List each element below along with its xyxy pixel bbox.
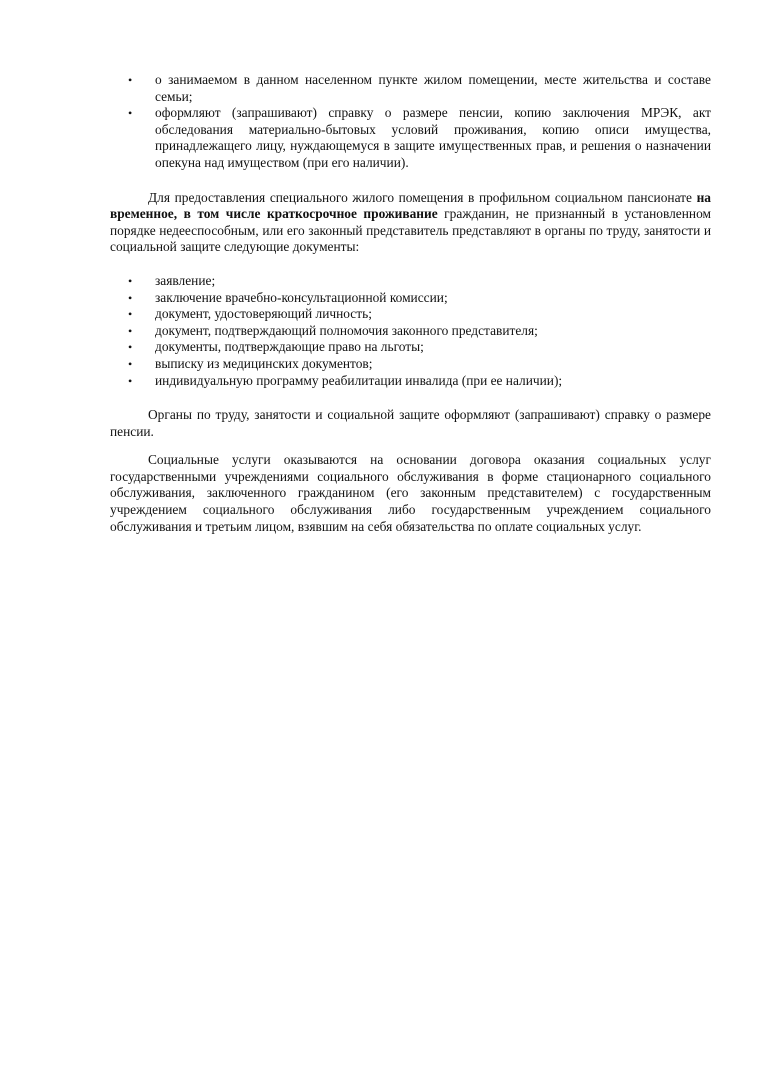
- paragraph-bold-text: на временное, в том числе краткосрочное проживание: [110, 189, 711, 222]
- top-bullet-list: [110, 72, 711, 172]
- list-item-text: заявление;: [155, 272, 216, 288]
- paragraph-text: гражданин, не признанный в установленном порядке недееспособным, или его законный представитель представляют в органы по труду, занятости и социальной защите следующие документы:: [110, 206, 711, 255]
- list-item-text: документ, удостоверяющий личность;: [155, 306, 372, 322]
- list-item: [110, 290, 711, 307]
- bullet-icon: •: [128, 273, 133, 288]
- paragraph-text: Для предоставления специального жилого помещения в профильном социальном пансионате: [148, 189, 697, 205]
- list-item-text: выписку из медицинских документов;: [155, 355, 373, 371]
- bullet-icon: •: [128, 373, 133, 388]
- paragraph-social-services-contract: Социальные услуги оказываются на основании договора оказания социальных услуг государственными учреждениями социального обслуживания в форме стационарного социального обслуживания, заключенного гражданином (его законным представителем) с государственным учреждением социального обслуживания либо государственным учреждением социального обслуживания и третьим лицом, взявшим на себя обязательства по оплате социальных услуг.: [110, 452, 711, 534]
- list-item-text: документы, подтверждающие право на льготы;: [155, 339, 424, 355]
- list-item: [110, 273, 711, 290]
- list-item-text: документ, подтверждающий полномочия законного представителя;: [155, 322, 538, 338]
- bullet-icon: •: [128, 356, 133, 371]
- paragraph-documents-intro: [110, 190, 711, 256]
- bullet-icon: •: [128, 290, 133, 305]
- list-item: [110, 356, 711, 373]
- list-item: [110, 105, 711, 171]
- list-item-text: оформляют (запрашивают) справку о размере пенсии, копию заключения МРЭК, акт обследования материально-бытовых условий проживания, копию описи имущества, принадлежащего лицу, нуждающемуся в защите имущественных прав, и решения о назначении опекуна над имуществом (при его наличии).: [155, 105, 711, 170]
- list-item-text: заключение врачебно-консультационной комиссии;: [155, 289, 448, 305]
- bullet-icon: •: [128, 340, 133, 355]
- documents-bullet-list: [110, 273, 711, 389]
- document-body: [110, 72, 711, 535]
- bullet-icon: •: [128, 323, 133, 338]
- list-item-text: о занимаемом в данном населенном пункте жилом помещении, месте жительства и составе семьи;: [155, 72, 711, 104]
- list-item: [110, 339, 711, 356]
- list-item: [110, 306, 711, 323]
- paragraph-pension-certificate: Органы по труду, занятости и социальной защите оформляют (запрашивают) справку о размере пенсии.: [110, 407, 711, 439]
- bullet-icon: •: [128, 106, 133, 121]
- list-item: [110, 373, 711, 390]
- list-item: [110, 72, 711, 105]
- bullet-icon: •: [128, 307, 133, 322]
- bullet-icon: •: [128, 73, 133, 87]
- list-item: [110, 323, 711, 340]
- list-item-text: индивидуальную программу реабилитации инвалида (при ее наличии);: [155, 372, 563, 388]
